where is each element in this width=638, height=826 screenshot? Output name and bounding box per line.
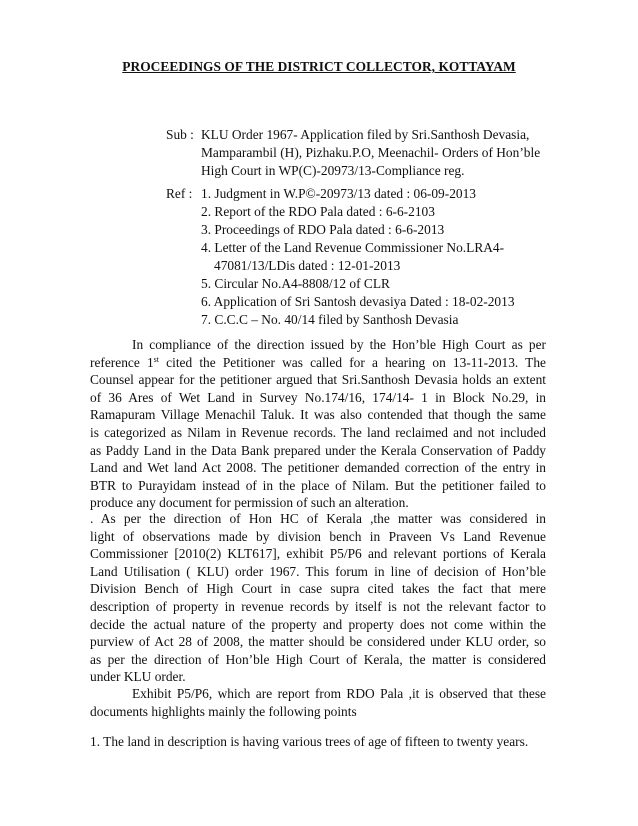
paragraph-line: documents highlights mainly the following points [90, 703, 357, 719]
point-item: 1. The land in description is having various trees of age of fifteen to twenty years. [90, 734, 529, 749]
paragraph-line: reference 1st cited the Petitioner was called for a hearing on 13-11-2013. The [90, 354, 546, 370]
paragraph-hearing [90, 336, 546, 512]
paragraph-line: purview of Act 28 of 2008, the matter should be considered under KLU order, so [90, 634, 546, 650]
subject-label: Sub : [166, 127, 194, 142]
paragraph-line: Commissioner [2010(2) KLT617], exhibit P5/P6 and relevant portions of Kerala [90, 546, 546, 562]
ordinal-superscript: st [153, 354, 159, 364]
paragraph-line: is categorized as Nilam in Revenue records. The land reclaimed and not included [90, 424, 546, 440]
paragraph-exhibit [90, 685, 546, 720]
paragraph-line: Land Utilisation ( KLU) order 1967. This forum in line of decision of Hon’ble [90, 563, 546, 579]
paragraph-line: of 36 Ares of Wet Land in Survey No.174/16, 174/14- 1 in Block No.29, in [90, 389, 546, 405]
reference-item: 3. Proceedings of RDO Pala dated : 6-6-2013 [201, 222, 445, 237]
paragraph-line: under KLU order. [90, 669, 186, 685]
paragraph-line: as per the direction of Hon’ble High Court of Kerala, the matter is considered [90, 651, 546, 667]
references-label: Ref : [166, 186, 193, 201]
paragraph-line: produce any document for permission of such an alteration. [90, 495, 409, 511]
paragraph-line: . As per the direction of Hon HC of Kerala ,the matter was considered in [90, 511, 546, 526]
paragraph-consideration [90, 510, 546, 686]
paragraph-line: Exhibit P5/P6, which are report from RDO Pala ,it is observed that these [132, 686, 546, 701]
paragraph-line: light of observations made by division bench in Praveen Vs Land Revenue [90, 528, 546, 544]
paragraph-line: description of property in revenue records by itself is not the relevant factor to [90, 598, 546, 614]
reference-item: 7. C.C.C – No. 40/14 filed by Santhosh Devasia [201, 312, 459, 327]
paragraph-line: Division Bench of High Court in case supra cited takes the fact that mere [90, 581, 546, 597]
paragraph-line: Land and Wet land Act 2008. The petitioner demanded correction of the entry in [90, 460, 546, 476]
paragraph-line: as Paddy Land in the Data Bank prepared under the Kerala Conservation of Paddy [90, 442, 546, 458]
subject-line: Mamparambil (H), Pizhaku.P.O, Meenachil- Orders of Hon’ble [201, 145, 541, 160]
reference-item-continued: 47081/13/LDis dated : 12-01-2013 [214, 258, 401, 273]
paragraph-line: BTR to Purayidam instead of in the place of Nilam. But the petitioner failed to [90, 477, 546, 493]
reference-item: 4. Letter of the Land Revenue Commissioner No.LRA4- [201, 240, 505, 255]
paragraph-line: Counsel appear for the petitioner argued that Sri.Santhosh Devasia holds an extent [90, 372, 546, 388]
reference-item: 6. Application of Sri Santosh devasiya Dated : 18-02-2013 [201, 294, 515, 309]
subject-line: High Court in WP(C)-20973/13-Compliance reg. [201, 163, 465, 178]
paragraph-line: In compliance of the direction issued by the Hon’ble High Court as per [132, 337, 546, 352]
paragraph-line: decide the actual nature of the property and property does not come within the [90, 616, 546, 632]
subject-line: KLU Order 1967- Application filed by Sri.Santhosh Devasia, [201, 127, 530, 142]
reference-item: 2. Report of the RDO Pala dated : 6-6-2103 [201, 204, 435, 219]
paragraph-line: Ramapuram Village Menachil Taluk. It was also contended that though the same [90, 407, 546, 423]
reference-item: 5. Circular No.A4-8808/12 of CLR [201, 276, 390, 291]
page-title: PROCEEDINGS OF THE DISTRICT COLLECTOR, KOTTAYAM [122, 59, 516, 74]
reference-item: 1. Judgment in W.P©-20973/13 dated : 06-09-2013 [201, 186, 476, 201]
